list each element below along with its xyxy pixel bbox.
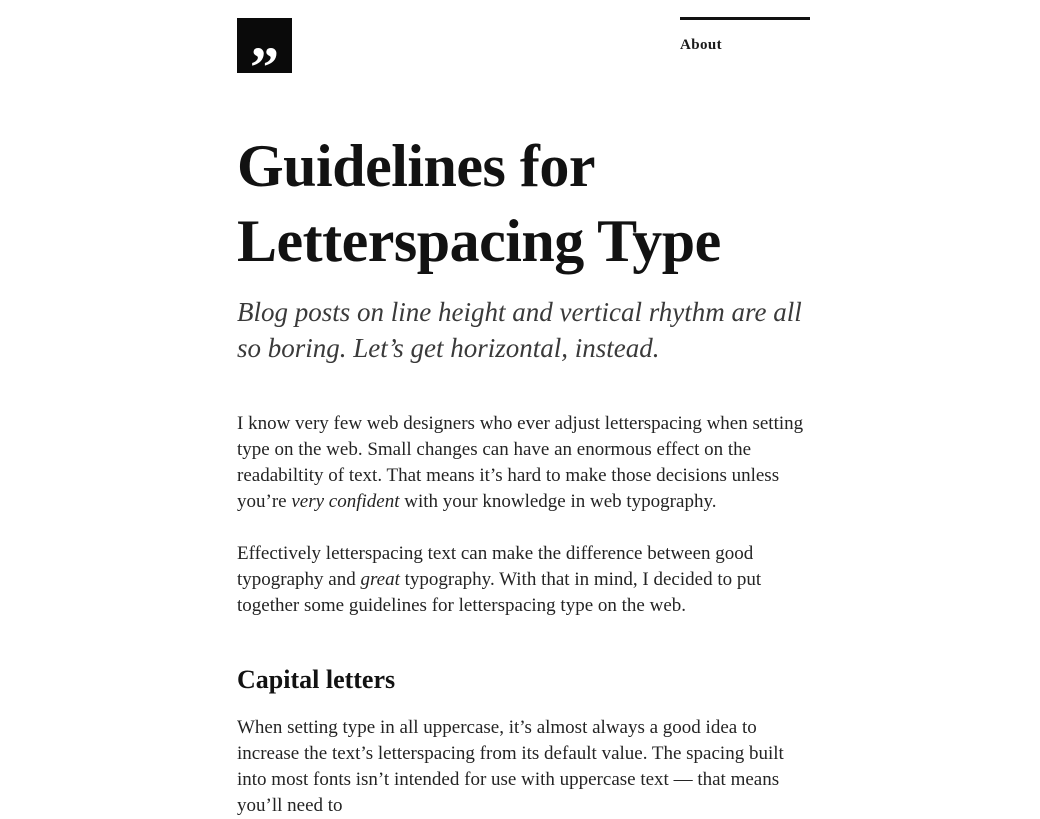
article-body (237, 411, 810, 819)
article (237, 129, 810, 819)
double-quote-icon: ” (250, 34, 279, 73)
article-paragraph: When setting type in all uppercase, it’s almost always a good idea to increase the text’s letterspacing from its default value. The spacing built into most fonts isn’t intended for use with uppercase text — that means you’ll need to (237, 716, 784, 816)
top-nav (680, 17, 810, 54)
blog-page (237, 0, 810, 819)
article-subtitle: Blog posts on line height and vertical rhythm are all so boring. Let’s get horizontal, instead. (237, 297, 802, 363)
section-heading-capital-letters: Capital letters (237, 664, 396, 694)
article-paragraph: Effectively letterspacing text can make the difference between good typography and great typography. With that in mind, I decided to put together some guidelines for letterspacing type on the web. (237, 542, 762, 616)
site-logo[interactable] (237, 18, 292, 73)
nav-link-about[interactable]: About (680, 37, 723, 53)
article-paragraph: I know very few web designers who ever adjust letterspacing when setting type on the web. Small changes can have an enormous effect on the readabiltity of text. That means it’s hard to make those decisions unless you’re very confident with your knowledge in web typography. (237, 412, 804, 512)
article-title: Guidelines for Letterspacing Type (237, 133, 721, 274)
site-header (237, 0, 810, 73)
